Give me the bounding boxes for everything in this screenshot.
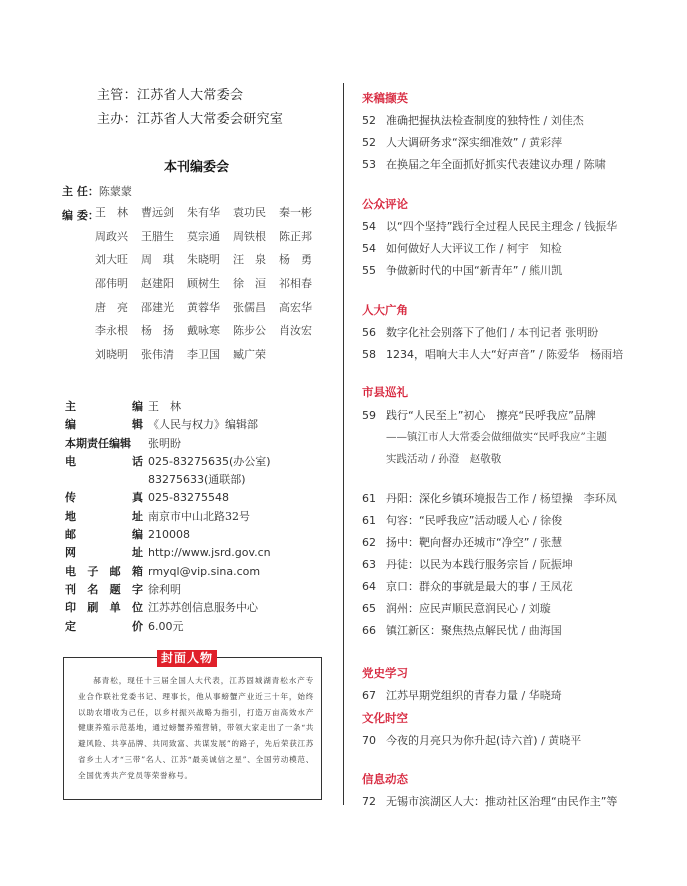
info-row — [65, 416, 271, 434]
toc-item[interactable] — [362, 512, 562, 528]
toc-page-number: 56 — [362, 326, 376, 339]
cover-person-text: 郝青松，现任十三届全国人大代表，江苏固城湖青松水产专业合作联社党委书记、理事长，他从事螃蟹产业近三十年，始终以助农增收为己任，以乡村振兴战略为指引，打造万亩高效水产健康养殖示范基地，通过螃蟹养殖营销，带领大家走出了一条“共避风险、共享品牌、共同致富、共谋发展”的路子，先后荣获江苏省乡土人才“三带”名人、江苏“最美诚信之星”、全国劳动模范、全国优秀共产党员等荣誉称号。 — [78, 676, 314, 780]
info-key: 地 址 — [65, 509, 143, 523]
member-name: 高宏华 — [279, 300, 312, 314]
toc-author: / 本刊记者 张明盼 — [507, 326, 599, 339]
info-key: 主 编 — [65, 400, 143, 413]
toc-item[interactable] — [362, 534, 562, 550]
toc-item[interactable] — [362, 240, 562, 256]
members-grid — [95, 205, 325, 362]
info-key: 传 真 — [65, 491, 143, 505]
toc-author: / 钱振华 — [573, 220, 618, 233]
toc-author: / 柯宇 知检 — [496, 242, 562, 255]
toc-page-number: 58 — [362, 348, 376, 361]
toc-article-title: 丹徒：以民为本践行服务宗旨 — [386, 558, 529, 571]
member-name: 杨 扬 — [141, 324, 174, 338]
column-divider — [343, 83, 344, 805]
toc-author: / 刘佳杰 — [540, 114, 584, 127]
member-name: 曹远剑 — [141, 206, 174, 219]
editorial-board-title: 本刊编委会 — [163, 160, 229, 175]
toc-page-number: 61 — [362, 492, 376, 505]
toc-page-number: 70 — [362, 734, 376, 747]
info-value: 6.00元 — [148, 619, 184, 633]
toc-page-number: 52 — [362, 136, 376, 149]
toc-page-number: 52 — [362, 114, 376, 127]
member-name: 戴咏寒 — [187, 324, 220, 338]
toc-author: / 杨望操 李环凤 — [529, 492, 617, 505]
toc-section-title: 信息动态 — [362, 772, 408, 786]
toc-page-number: 67 — [362, 689, 376, 702]
toc-section-title: 人大广角 — [362, 303, 408, 317]
member-name: 臧广荣 — [233, 348, 266, 362]
toc-article-title: 1234，唱响大丰人大“好声音” — [386, 348, 536, 361]
toc-author: / 华晓琦 — [518, 689, 562, 702]
toc-page-number: 66 — [362, 624, 376, 637]
toc-article-title: 镇江新区：聚焦热点解民忧 — [386, 624, 518, 637]
member-name: 黄蓉华 — [187, 300, 220, 314]
toc-item[interactable] — [362, 156, 606, 172]
toc-page-number: 61 — [362, 514, 376, 527]
member-name: 李卫国 — [187, 348, 220, 362]
info-row — [65, 398, 271, 416]
info-key: 电 子 邮 箱 — [65, 564, 143, 578]
toc-page-number: 63 — [362, 558, 376, 571]
toc-item[interactable] — [362, 490, 617, 506]
member-name: 李永根 — [95, 324, 128, 338]
toc-page-number: 53 — [362, 158, 376, 171]
toc-item[interactable] — [362, 793, 617, 809]
toc-article-title: 如何做好人大评议工作 — [386, 242, 496, 255]
info-row — [65, 508, 271, 526]
toc-item[interactable] — [362, 262, 562, 278]
member-name: 邵伟明 — [95, 277, 128, 291]
info-row — [65, 599, 271, 617]
info-value: 徐利明 — [148, 582, 181, 596]
toc-author: / 王凤花 — [529, 580, 573, 593]
info-row — [65, 563, 271, 581]
toc-article-title: 争做新时代的中国“新青年” — [386, 264, 519, 277]
info-row — [65, 544, 271, 562]
info-key: 电 话 — [65, 454, 143, 468]
toc-page-number: 64 — [362, 580, 376, 593]
toc-article-title: 无锡市滨湖区人大：推动社区治理“由民作主”等 — [386, 795, 618, 808]
member-name: 陈正邦 — [279, 229, 312, 243]
toc-item[interactable] — [362, 407, 596, 423]
toc-item[interactable] — [362, 732, 581, 748]
toc-item[interactable] — [362, 687, 562, 703]
member-name: 陈步公 — [233, 324, 266, 338]
member-name: 周铁根 — [233, 229, 266, 243]
toc-item[interactable] — [362, 600, 551, 616]
cover-person-tag: 封面人物 — [157, 650, 217, 667]
info-key: 刊 名 题 字 — [65, 582, 143, 596]
info-key: 定 价 — [65, 619, 143, 633]
info-value: 张明盼 — [148, 436, 181, 450]
toc-item[interactable] — [362, 324, 598, 340]
director-line — [62, 183, 132, 199]
info-value: 025-83275548 — [148, 491, 229, 505]
masthead-column — [0, 0, 343, 886]
info-key: 印 刷 单 位 — [65, 601, 143, 615]
member-name: 张伟清 — [141, 348, 174, 362]
toc-page-number: 65 — [362, 602, 376, 615]
info-value: 《人民与权力》编辑部 — [148, 418, 258, 432]
toc-article-title: 人大调研务求“深实细准效” — [386, 136, 519, 149]
info-row — [65, 489, 271, 507]
info-key: 网 址 — [65, 546, 143, 560]
toc-article-title: 今夜的月亮只为你升起(诗六首) — [386, 734, 538, 747]
toc-section-title: 来稿撷英 — [362, 91, 408, 105]
toc-item[interactable] — [362, 622, 562, 638]
member-name: 肖汝宏 — [279, 324, 312, 338]
toc-article-title: 京口：群众的事就是最大的事 — [386, 580, 529, 593]
info-key: 本期责任编辑 — [65, 436, 131, 450]
member-name: 王 林 — [95, 206, 128, 219]
toc-section-title: 公众评论 — [362, 197, 408, 211]
member-name: 顾树生 — [187, 277, 220, 291]
toc-item[interactable] — [362, 134, 562, 150]
director-name: 陈蒙蒙 — [98, 185, 132, 198]
toc-item[interactable] — [362, 218, 617, 234]
member-name: 周 琪 — [141, 253, 174, 267]
toc-item[interactable] — [362, 556, 573, 572]
member-name: 杨 勇 — [279, 253, 312, 267]
toc-author: / 徐俊 — [529, 514, 563, 527]
info-row — [65, 526, 271, 544]
toc-item[interactable] — [362, 346, 623, 362]
member-name: 刘大旺 — [95, 253, 128, 267]
toc-article-title: 数字化社会别落下了他们 — [386, 326, 507, 339]
toc-subtitle: ——镇江市人大常委会做细做实“民呼我应”主题 — [386, 431, 607, 443]
member-name: 祁相春 — [279, 277, 312, 291]
toc-page-number: 54 — [362, 220, 376, 233]
toc-author: / 曲海国 — [518, 624, 562, 637]
members-label: 编 委： — [62, 209, 99, 222]
toc-page-number: 55 — [362, 264, 376, 277]
toc-author: / 陈爱华 杨雨培 — [535, 348, 624, 361]
info-key: 邮 编 — [65, 528, 143, 542]
director-label: 主 任： — [62, 185, 99, 198]
info-value: 025-83275635(办公室) — [148, 454, 271, 468]
toc-page-number: 54 — [362, 242, 376, 255]
toc-subtitle-author: 实践活动 / 孙澄 赵敬敬 — [386, 453, 502, 465]
toc-author: / 黄彩萍 — [518, 136, 563, 149]
info-value: 83275633(通联部) — [148, 473, 246, 487]
info-row — [65, 581, 271, 599]
member-name: 徐 洹 — [233, 277, 266, 291]
supervisor-line: 主管：江苏省人大常委会 — [97, 88, 244, 103]
member-name: 朱晓明 — [187, 253, 220, 267]
toc-article-title: 以“四个坚持”践行全过程人民民主理念 — [386, 220, 574, 233]
member-name: 秦一彬 — [279, 206, 312, 219]
toc-article-title: 丹阳：深化乡镇环境报告工作 — [386, 492, 529, 505]
info-value: rmyql@vip.sina.com — [148, 564, 261, 578]
info-row — [65, 453, 271, 471]
toc-page-number: 72 — [362, 795, 376, 808]
member-name: 唐 亮 — [95, 300, 128, 314]
info-row — [65, 618, 271, 636]
toc-page-number: 59 — [362, 409, 376, 422]
member-name: 袁功民 — [233, 206, 266, 219]
info-key — [65, 471, 148, 489]
toc-article-title: 准确把握执法检查制度的独特性 — [386, 114, 540, 127]
info-value: http://www.jsrd.gov.cn — [148, 546, 271, 560]
info-value: 南京市中山北路32号 — [148, 509, 250, 523]
toc-page-number: 62 — [362, 536, 376, 549]
info-row — [65, 435, 271, 453]
info-value: 江苏苏创信息服务中心 — [148, 601, 258, 615]
info-value: 王 林 — [148, 400, 181, 413]
toc-article-title: 润州：应民声顺民意润民心 — [386, 602, 518, 615]
toc-section-title: 市县巡礼 — [362, 385, 408, 399]
toc-author: / 张慧 — [529, 536, 563, 549]
info-row — [65, 471, 271, 489]
member-name: 莫宗通 — [187, 229, 220, 243]
toc-author: / 熊川凯 — [518, 264, 563, 277]
toc-author: / 刘璇 — [518, 602, 551, 615]
info-value: 210008 — [148, 528, 190, 542]
toc-author: / 阮振坤 — [529, 558, 573, 571]
member-name: 邵建光 — [141, 300, 174, 314]
toc-item[interactable] — [362, 578, 573, 594]
toc-article-title: 在换届之年全面抓好抓实代表建议办理 — [386, 158, 573, 171]
member-name: 汪 泉 — [233, 253, 266, 267]
toc-article-title: 江苏早期党组织的青春力量 — [386, 689, 518, 702]
toc-article-title: 扬中：靶向督办还城市“净空” — [386, 536, 530, 549]
member-name: 刘晓明 — [95, 348, 128, 362]
member-name: 周政兴 — [95, 229, 128, 243]
toc-article-title: 句容：“民呼我应”活动暖人心 — [386, 514, 530, 527]
toc-author: / 黄晓平 — [537, 734, 582, 747]
toc-section-title: 党史学习 — [362, 666, 408, 680]
publication-info — [65, 398, 271, 636]
toc-author: / 陈啸 — [573, 158, 606, 171]
member-name: 朱有华 — [187, 206, 220, 219]
toc-article-title: 践行“人民至上”初心 擦亮“民呼我应”品牌 — [386, 409, 596, 422]
sponsor-line: 主办：江苏省人大常委会研究室 — [97, 112, 284, 127]
info-key: 编 辑 — [65, 418, 143, 432]
member-name: 张儒昌 — [233, 300, 266, 314]
toc-item[interactable] — [362, 112, 584, 128]
toc-section-title: 文化时空 — [362, 711, 408, 725]
member-name: 赵建阳 — [141, 277, 174, 291]
member-name: 王腊生 — [141, 229, 174, 243]
